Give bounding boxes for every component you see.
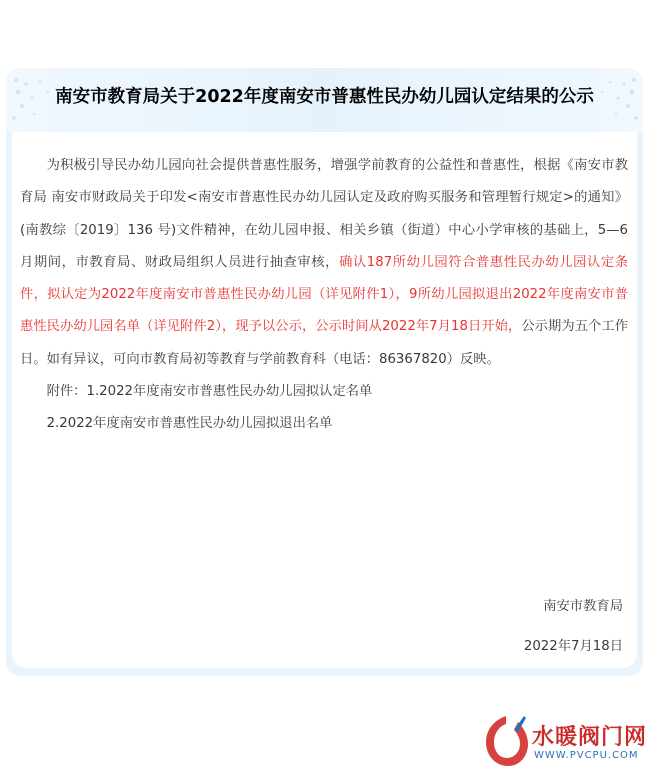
notice-card: [6, 68, 643, 676]
attachment-2: 2.2022年度南安市普惠性民办幼儿园拟退出名单: [46, 416, 333, 432]
attachment-1: 附件：1.2022年度南安市普惠性民办幼儿园拟认定名单: [46, 384, 373, 400]
signature-org: 南安市教育局: [543, 599, 623, 614]
notice-body: [20, 150, 628, 441]
notice-paragraph: [20, 150, 628, 376]
brand-logo-icon: [480, 712, 532, 770]
notice-intro-text: 为积极引导民办幼儿园向社会提供普惠性服务，增强学前教育的公益性和普惠性，根据《南安市教育局 南安市财政局关于印发<南安市普惠性民办幼儿园认定及政府购买服务和管理暂行规定>的通知》(南教综〔2019〕136 号)文件精神，在幼儿园申报、相关乡镇（街道）中心小学审核的基础上，5—6月期间，市教育局、财政局组织人员进行抽查审核，: [20, 158, 628, 270]
watermark: [474, 710, 650, 773]
watermark-brand: 水暖阀门网: [532, 725, 648, 750]
watermark-url: WWW.PVCPU.COM: [534, 750, 639, 761]
signature-date: 2022年7月18日: [523, 639, 623, 654]
title-band: [6, 68, 643, 132]
notice-tail-text: 公示期为五个工作日。如有异议，可向市教育局初等教育与学前教育科（电话：86367820）反映。: [20, 319, 629, 367]
page-title: 南安市教育局关于2022年度南安市普惠性民办幼儿园认定结果的公示: [55, 87, 594, 107]
notice-highlight-text: 确认187所幼儿园符合普惠性民办幼儿园认定条件，拟认定为2022年度南安市普惠性民办幼儿园（详见附件1），9所幼儿园拟退出2022年度南安市普惠性民办幼儿园名单（详见附件2），现予以公示，公示时间从2022年7月18日开始，: [20, 254, 629, 335]
